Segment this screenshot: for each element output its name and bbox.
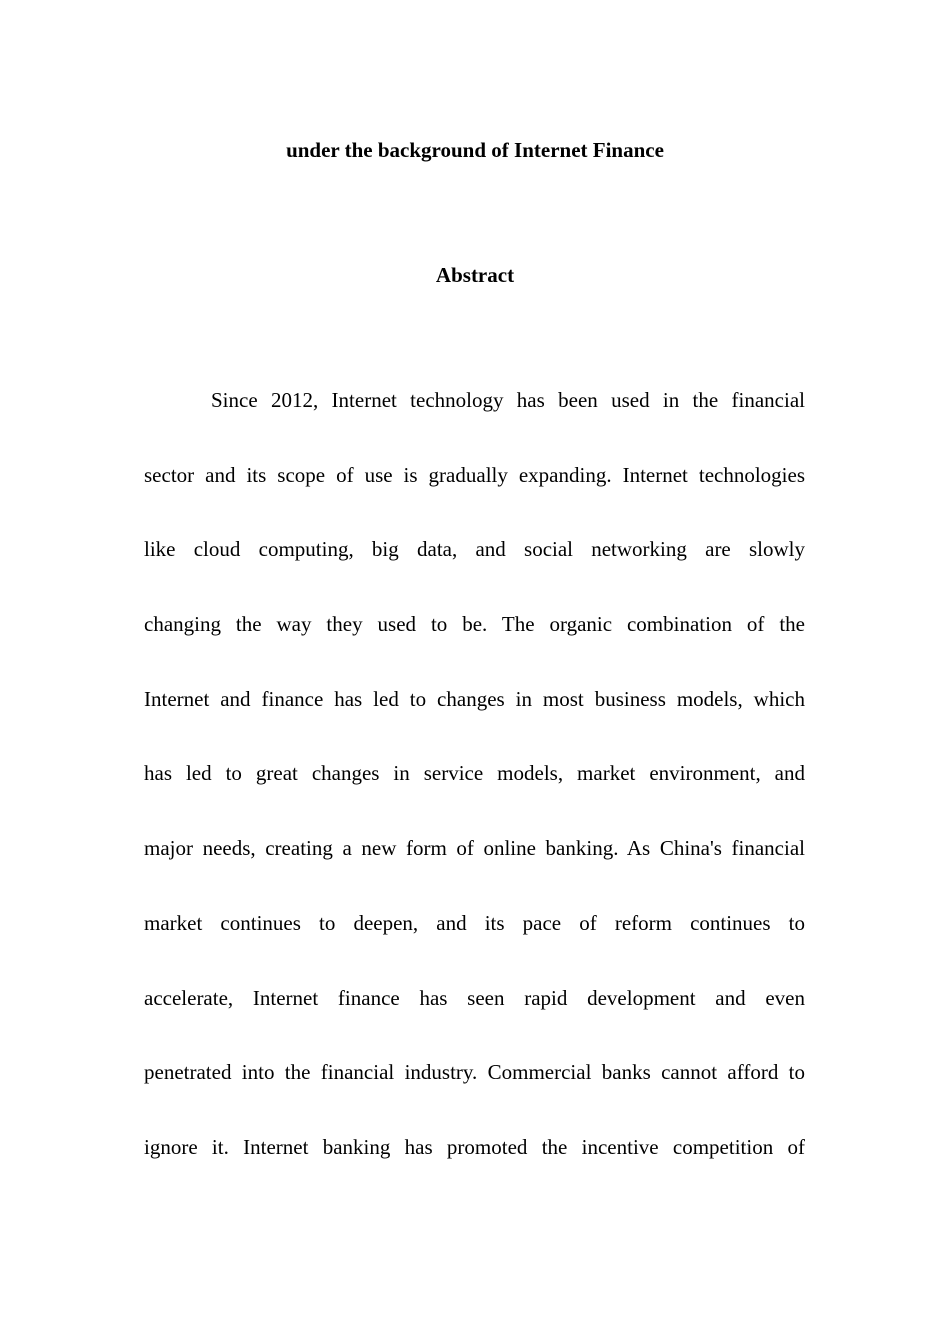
document-title: under the background of Internet Finance [286, 138, 664, 162]
abstract-heading: Abstract [435, 263, 515, 287]
abstract-line: penetrated into the financial industry. Commercial banks cannot afford to [144, 1060, 805, 1085]
abstract-line: has led to great changes in service models, market environment, and [144, 761, 805, 786]
abstract-line: like cloud computing, big data, and social networking are slowly [144, 537, 805, 562]
abstract-line: Since 2012, Internet technology has been used in the financial [211, 388, 805, 412]
abstract-line: major needs, creating a new form of online banking. As China's financial [144, 836, 805, 861]
abstract-line: ignore it. Internet banking has promoted the incentive competition of [144, 1134, 805, 1159]
abstract-line: Internet and finance has led to changes in most business models, which [144, 686, 805, 711]
abstract-line: changing the way they used to be. The organic combination of the [144, 612, 805, 637]
abstract-line: accelerate, Internet finance has seen rapid development and even [144, 985, 805, 1010]
abstract-line: market continues to deepen, and its pace of reform continues to [144, 910, 805, 935]
abstract-body [144, 387, 805, 1209]
abstract-line: sector and its scope of use is gradually expanding. Internet technologies [144, 462, 805, 487]
